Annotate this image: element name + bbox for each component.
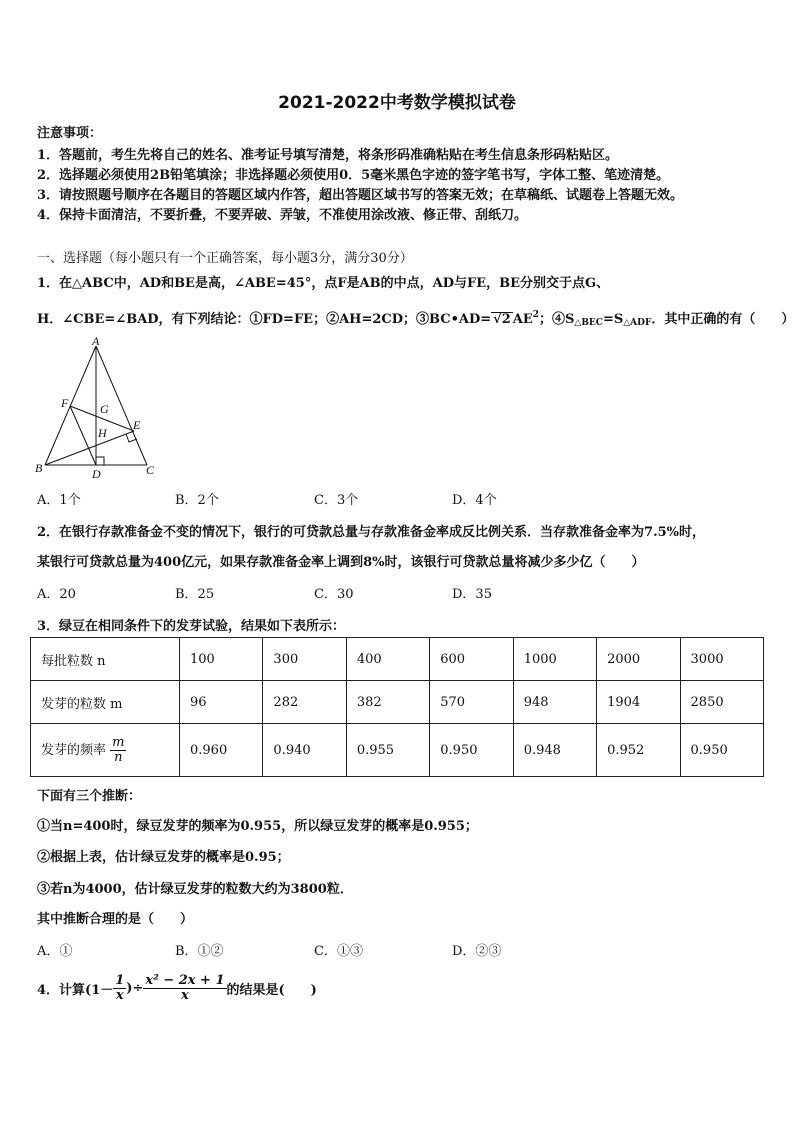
q4-prefix: 4．计算(1－ — [37, 983, 114, 998]
row-header: 每批粒数 n — [31, 638, 180, 681]
label-d: D — [92, 467, 101, 481]
page-title: 2021-2022中考数学模拟试卷 — [278, 93, 516, 113]
table-cell: 96 — [180, 681, 263, 724]
q3-option-b[interactable]: B．①② — [175, 944, 224, 959]
q1-line2 — [37, 308, 794, 328]
table-cell: 0.952 — [597, 724, 680, 777]
table-cell: 0.950 — [430, 724, 513, 777]
table-cell: 570 — [430, 681, 513, 724]
section-heading: 一、选择题（每小题只有一个正确答案，每小题3分，满分30分） — [37, 251, 413, 266]
table-row — [31, 681, 764, 724]
table-cell: 0.950 — [680, 724, 763, 777]
table-cell: 600 — [430, 638, 513, 681]
subscript: △BEC — [574, 318, 603, 328]
notice-item: 4．保持卡面清洁，不要折叠，不要弄破、弄皱，不准使用涂改液、修正带、刮纸刀。 — [37, 208, 528, 223]
table-cell: 382 — [346, 681, 429, 724]
table-cell: 300 — [263, 638, 346, 681]
label-g: G — [100, 402, 109, 416]
row-header: 发芽的粒数 m — [31, 681, 180, 724]
notice-item: 2．选择题必须使用2B铅笔填涂；非选择题必须使用0．5毫米黑色字迹的签字笔书写，字体工整、笔迹清楚。 — [37, 168, 670, 183]
q1-option-c[interactable]: C．3个 — [314, 493, 359, 508]
label-a: A — [92, 334, 100, 348]
notice-item: 3．请按照题号顺序在各题目的答题区域内作答，超出答题区域书写的答案无效；在草稿纸、试题卷上答题无效。 — [37, 188, 684, 203]
row-header-text: 发芽的频率 — [41, 742, 107, 758]
q1-text-c: ；④S — [539, 312, 575, 327]
table-cell: 948 — [513, 681, 596, 724]
q2-option-c[interactable]: C．30 — [314, 587, 354, 602]
q1-text-a: H．∠CBE=∠BAD，有下列结论：①FD=FE；②AH=2CD；③BC•AD= — [37, 312, 492, 327]
sqrt-sign: √2 — [493, 312, 511, 327]
q2-line2: 某银行可贷款总量为400亿元，如果存款准备金率上调到8%时，该银行可贷款总量将减少多少亿（ ） — [37, 555, 645, 570]
fraction-denominator: x — [115, 988, 124, 1003]
q1-text-e: ．其中正确的有（ ） — [651, 312, 794, 327]
table-cell: 2000 — [597, 638, 680, 681]
notice-heading: 注意事项： — [37, 126, 103, 141]
q3-intro: 3．绿豆在相同条件下的发芽试验，结果如下表所示： — [37, 619, 346, 634]
q1-text-b: AE — [512, 312, 533, 327]
q4-suffix: 的结果是( ) — [226, 983, 317, 998]
fraction-denominator: n — [114, 749, 123, 765]
table-cell: 100 — [180, 638, 263, 681]
fraction-denominator: x — [181, 988, 189, 1003]
q3-question: 其中推断合理的是（ ） — [37, 912, 194, 927]
table-cell: 0.940 — [263, 724, 346, 777]
table-cell: 0.948 — [513, 724, 596, 777]
q4-line — [37, 974, 317, 1003]
fraction-numerator: m — [112, 734, 125, 750]
label-h: H — [98, 426, 107, 440]
table-cell: 3000 — [680, 638, 763, 681]
q2-option-b[interactable]: B．25 — [175, 587, 215, 602]
q3-below: 下面有三个推断： — [37, 789, 142, 804]
q4-mid: )÷ — [126, 981, 144, 996]
row-header — [31, 724, 180, 777]
table-row — [31, 638, 764, 681]
sqrt-value: 2 — [501, 312, 511, 327]
q3-option-a[interactable]: A．① — [37, 944, 73, 959]
label-f: F — [61, 396, 69, 410]
q1-text-d: =S — [602, 312, 624, 327]
fraction — [110, 736, 126, 765]
subscript: △ADF — [623, 318, 652, 328]
table-cell: 400 — [346, 638, 429, 681]
fraction — [113, 974, 126, 1003]
right-angle-d — [96, 457, 104, 465]
superscript: 2 — [532, 310, 540, 320]
q1-option-a[interactable]: A．1个 — [37, 493, 81, 508]
label-e: E — [133, 418, 141, 432]
q3-inference: ③若n为4000，估计绿豆发芽的粒数大约为3800粒． — [37, 882, 353, 897]
fraction — [143, 974, 226, 1003]
q3-inference: ②根据上表，估计绿豆发芽的概率是0.95； — [37, 850, 290, 865]
germination-table — [30, 637, 764, 777]
table-cell: 1000 — [513, 638, 596, 681]
fraction-numerator: x² − 2x + 1 — [145, 973, 225, 988]
label-b: B — [35, 461, 43, 475]
q1-option-b[interactable]: B．2个 — [175, 493, 219, 508]
fraction-numerator: 1 — [115, 973, 125, 988]
triangle-figure — [32, 334, 162, 482]
q3-inference: ①当n=400时，绿豆发芽的频率为0.955，所以绿豆发芽的概率是0.955； — [37, 819, 478, 834]
table-cell: 0.955 — [346, 724, 429, 777]
q2-option-a[interactable]: A．20 — [37, 587, 76, 602]
q1-option-d[interactable]: D．4个 — [452, 493, 497, 508]
q3-option-c[interactable]: C．①③ — [314, 944, 363, 959]
table-row — [31, 724, 764, 777]
altitude-be — [45, 431, 134, 465]
q2-option-d[interactable]: D．35 — [452, 587, 492, 602]
q1-line1: 1．在△ABC中，AD和BE是高，∠ABE=45°，点F是AB的中点，AD与FE，BE分别交于点G、 — [37, 276, 610, 291]
table-cell: 282 — [263, 681, 346, 724]
table-cell: 0.960 — [180, 724, 263, 777]
q2-line1: 2．在银行存款准备金不变的情况下，银行的可贷款总量与存款准备金率成反比例关系．当存款准备金率为7.5%时， — [37, 525, 706, 540]
notice-item: 1．答题前，考生先将自己的姓名、准考证号填写清楚，将条形码准确粘贴在考生信息条形码粘贴区。 — [37, 148, 619, 163]
table-cell: 1904 — [597, 681, 680, 724]
table-cell: 2850 — [680, 681, 763, 724]
label-c: C — [146, 463, 155, 477]
q3-option-d[interactable]: D．②③ — [452, 944, 502, 959]
